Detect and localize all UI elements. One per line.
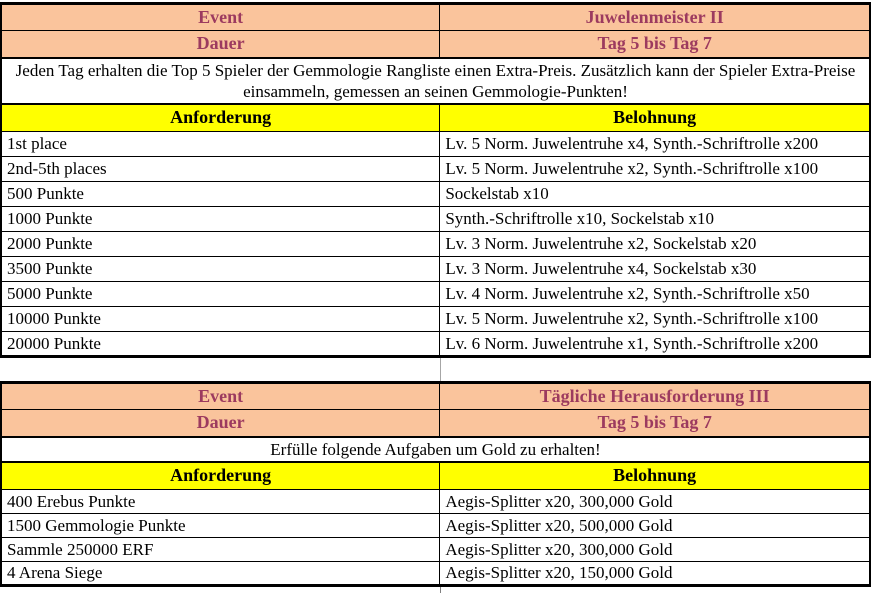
reward-cell: Lv. 3 Norm. Juwelentruhe x4, Sockelstab x30 <box>440 257 870 282</box>
duration-value: Tag 5 bis Tag 7 <box>440 31 870 58</box>
event-table-juwelenmeister <box>0 2 871 358</box>
requirement-cell: 5000 Punkte <box>1 282 440 307</box>
event-description: Jeden Tag erhalten die Top 5 Spieler der Gemmologie Rangliste einen Extra-Preis. Zusätzlich kann der Spieler Extra-Preise einsammeln, gemessen an seinen Gemmologie-Punkten! <box>1 58 870 104</box>
table-row <box>1 332 870 357</box>
requirement-cell: 1500 Gemmologie Punkte <box>1 514 440 538</box>
event-header-row <box>1 383 870 410</box>
table-row <box>1 157 870 182</box>
table-row <box>1 307 870 332</box>
reward-cell: Sockelstab x10 <box>440 182 870 207</box>
table-row <box>1 282 870 307</box>
event-name: Tägliche Herausforderung III <box>440 383 870 410</box>
requirement-cell: 10000 Punkte <box>1 307 440 332</box>
description-row <box>1 437 870 462</box>
requirement-cell: 3500 Punkte <box>1 257 440 282</box>
reward-cell: Aegis-Splitter x20, 300,000 Gold <box>440 538 870 562</box>
reward-cell: Aegis-Splitter x20, 500,000 Gold <box>440 514 870 538</box>
table-gap <box>0 358 871 381</box>
event-label: Event <box>1 4 440 31</box>
table-row <box>1 562 870 586</box>
column-divider-line <box>440 587 441 593</box>
duration-label: Dauer <box>1 410 440 437</box>
reward-cell: Lv. 6 Norm. Juwelentruhe x1, Synth.-Schriftrolle x200 <box>440 332 870 357</box>
table-row <box>1 182 870 207</box>
requirement-cell: 2nd-5th places <box>1 157 440 182</box>
reward-cell: Lv. 5 Norm. Juwelentruhe x2, Synth.-Schriftrolle x100 <box>440 307 870 332</box>
table-row <box>1 490 870 514</box>
reward-cell: Lv. 5 Norm. Juwelentruhe x2, Synth.-Schriftrolle x100 <box>440 157 870 182</box>
event-description: Erfülle folgende Aufgaben um Gold zu erhalten! <box>1 437 870 462</box>
requirement-column-header: Anforderung <box>1 104 440 132</box>
table-row <box>1 207 870 232</box>
reward-cell: Lv. 4 Norm. Juwelentruhe x2, Synth.-Schriftrolle x50 <box>440 282 870 307</box>
requirement-cell: 1000 Punkte <box>1 207 440 232</box>
reward-cell: Lv. 5 Norm. Juwelentruhe x4, Synth.-Schriftrolle x200 <box>440 132 870 157</box>
reward-column-header: Belohnung <box>440 104 870 132</box>
event-table-taegliche-herausforderung <box>0 381 871 587</box>
description-row <box>1 58 870 104</box>
table-row <box>1 514 870 538</box>
requirement-cell: Sammle 250000 ERF <box>1 538 440 562</box>
table-row <box>1 538 870 562</box>
requirement-column-header: Anforderung <box>1 462 440 490</box>
reward-cell: Aegis-Splitter x20, 300,000 Gold <box>440 490 870 514</box>
bottom-strip <box>0 587 871 593</box>
duration-value: Tag 5 bis Tag 7 <box>440 410 870 437</box>
requirement-cell: 20000 Punkte <box>1 332 440 357</box>
duration-row <box>1 31 870 58</box>
column-header-row <box>1 104 870 132</box>
duration-label: Dauer <box>1 31 440 58</box>
requirement-cell: 2000 Punkte <box>1 232 440 257</box>
duration-row <box>1 410 870 437</box>
requirement-cell: 400 Erebus Punkte <box>1 490 440 514</box>
event-label: Event <box>1 383 440 410</box>
reward-column-header: Belohnung <box>440 462 870 490</box>
requirement-cell: 4 Arena Siege <box>1 562 440 586</box>
column-divider-line <box>440 358 441 381</box>
table-row <box>1 132 870 157</box>
reward-cell: Lv. 3 Norm. Juwelentruhe x2, Sockelstab x20 <box>440 232 870 257</box>
requirement-cell: 1st place <box>1 132 440 157</box>
requirement-cell: 500 Punkte <box>1 182 440 207</box>
event-header-row <box>1 4 870 31</box>
reward-cell: Synth.-Schriftrolle x10, Sockelstab x10 <box>440 207 870 232</box>
table-row <box>1 257 870 282</box>
event-name: Juwelenmeister II <box>440 4 870 31</box>
reward-cell: Aegis-Splitter x20, 150,000 Gold <box>440 562 870 586</box>
column-header-row <box>1 462 870 490</box>
table-row <box>1 232 870 257</box>
